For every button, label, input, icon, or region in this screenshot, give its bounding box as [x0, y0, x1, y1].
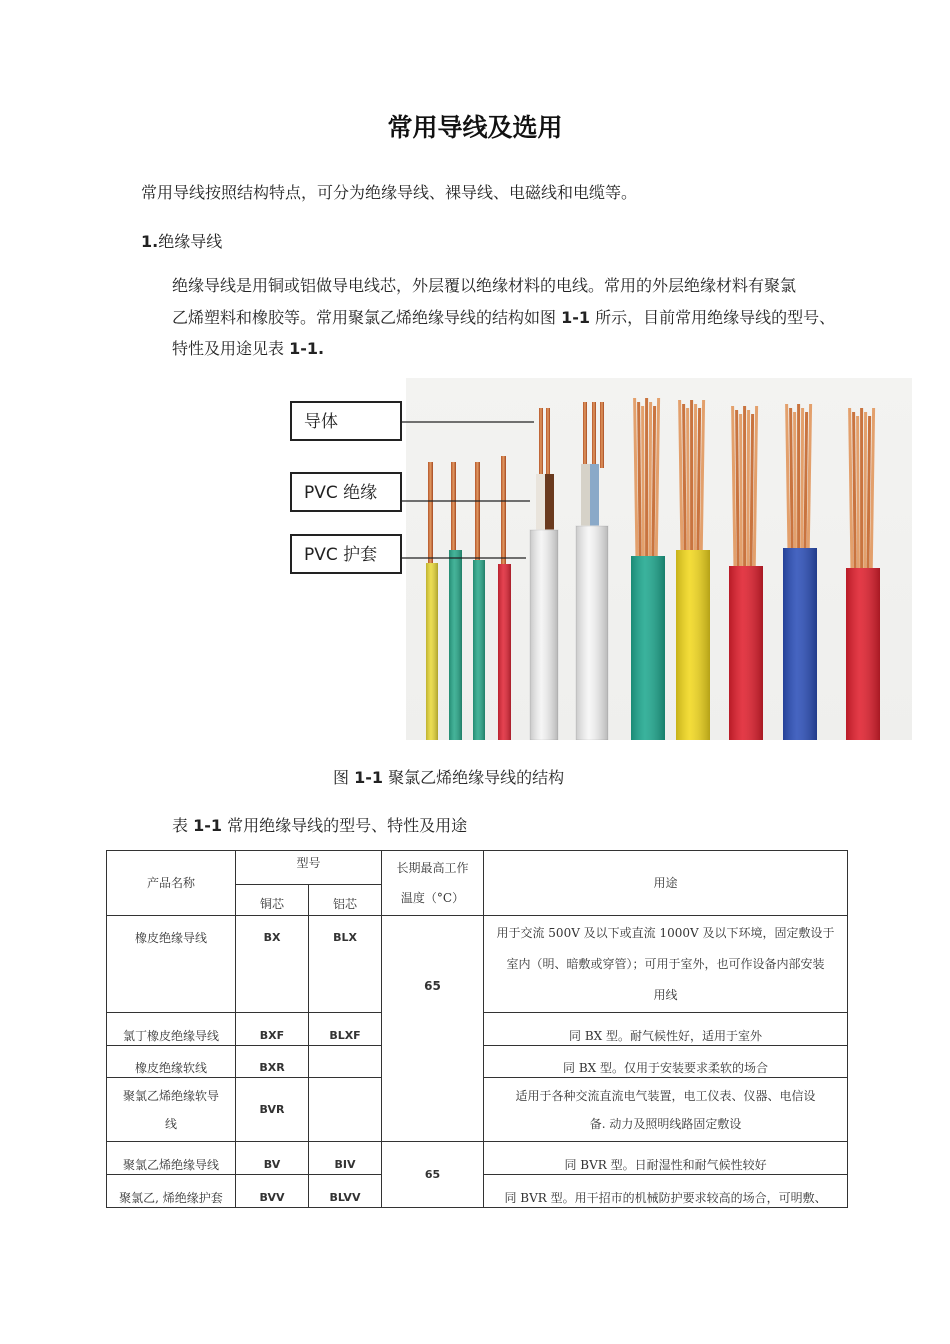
- header-temperature: 长期最高工作 温度（°C）: [382, 851, 484, 916]
- label-conductor: 导体: [290, 401, 402, 441]
- section-paragraph: [172, 270, 872, 365]
- cell-temperature: 65: [382, 1142, 484, 1208]
- cell-copper: BVV: [236, 1175, 309, 1208]
- table-reference: 1-1.: [289, 339, 325, 358]
- copper-strands: [635, 398, 659, 560]
- cell-name: 聚氯乙, 烯绝缘护套: [107, 1175, 236, 1208]
- cell-copper: BXF: [236, 1013, 309, 1046]
- cell-usage: 适用于各种交流直流电气装置，电工仪表、仪器、电信设 备. 动力及照明线路固定敷设: [484, 1078, 848, 1142]
- wire-sheath-shading: [676, 550, 710, 740]
- para-line: 特性及用途见表 1-1.: [172, 339, 325, 358]
- table-row: [107, 1142, 848, 1175]
- cell-copper: BVR: [236, 1078, 309, 1142]
- cell-name: 聚氯乙烯绝缘导线: [107, 1142, 236, 1175]
- cell-name: 氯丁橡皮绝缘导线: [107, 1013, 236, 1046]
- cell-copper: BV: [236, 1142, 309, 1175]
- wire-sheath-shading: [729, 566, 763, 740]
- wire-sheath-shading: [846, 568, 880, 740]
- header-aluminum: 铝芯: [309, 885, 382, 916]
- cell-usage: 同 BVR 型。用干招市的机械防护要求较高的场合，可明敷、: [484, 1175, 848, 1208]
- section-heading: [141, 231, 222, 253]
- cell-name: 聚氯乙烯绝缘软导 线: [107, 1078, 236, 1142]
- header-name: 产品名称: [107, 851, 236, 916]
- cell-usage: 同 BX 型。耐气候性好，适用于室外: [484, 1013, 848, 1046]
- wire-sheath-shading: [783, 548, 817, 740]
- cell-aluminum: [309, 1046, 382, 1078]
- figure-caption: 图 1-1 聚氯乙烯绝缘导线的结构: [333, 768, 565, 787]
- para-line: 乙烯塑料和橡胶等。常用聚氯乙烯绝缘导线的结构如图 1-1 所示，目前常用绝缘导线的型号、: [172, 307, 836, 327]
- para-line: 绝缘导线是用铜或铝做导电线芯，外层覆以绝缘材料的电线。常用的外层绝缘材料有聚氯: [172, 276, 797, 295]
- copper-strands: [733, 406, 757, 570]
- thick-wire-group: [631, 398, 880, 740]
- table-row: [107, 916, 848, 1013]
- label-pointer-lines: [402, 380, 562, 580]
- cell-aluminum: BIV: [309, 1142, 382, 1175]
- header-copper: 铜芯: [236, 885, 309, 916]
- cell-usage: 同 BVR 型。日耐湿性和耐气候性较好: [484, 1142, 848, 1175]
- label-pvc-sheath: PVC 护套: [290, 534, 402, 574]
- copper-strands: [850, 408, 874, 572]
- figure-reference: 1-1: [561, 307, 591, 327]
- cell-temperature: 65: [382, 916, 484, 1142]
- page-title: 常用导线及选用: [387, 113, 563, 142]
- section-number: 1.: [141, 232, 159, 251]
- cell-aluminum: [309, 1078, 382, 1142]
- cell-usage: 同 BX 型。仅用于安装要求柔软的场合: [484, 1046, 848, 1078]
- section-heading-text: 绝缘导线: [158, 232, 223, 251]
- wire-sheath-shading: [631, 556, 665, 740]
- cell-aluminum: BLX: [309, 916, 382, 1013]
- cell-name: 橡皮绝缘导线: [107, 916, 236, 1013]
- copper-strands: [680, 400, 704, 554]
- cell-name: 橡皮绝缘软线: [107, 1046, 236, 1078]
- cell-aluminum: BLXF: [309, 1013, 382, 1046]
- copper-strands: [787, 404, 811, 552]
- cell-aluminum: BLVV: [309, 1175, 382, 1208]
- label-pvc-insulation: PVC 绝缘: [290, 472, 402, 512]
- header-model: 型号: [236, 851, 382, 885]
- header-usage: 用途: [484, 851, 848, 916]
- cell-copper: BXR: [236, 1046, 309, 1078]
- cell-copper: BX: [236, 916, 309, 1013]
- cell-usage: 用于交流 500V 及以下或直流 1000V 及以下环境，固定敷设于 室内（明、暗敷或穿管）；可用于室外，也可作设备内部安装 用线: [484, 916, 848, 1013]
- intro-paragraph: 常用导线按照结构特点，可分为绝缘导线、裸导线、电磁线和电缆等。: [141, 183, 638, 202]
- table-caption: 表 1-1 常用绝缘导线的型号、特性及用途: [172, 816, 468, 835]
- spec-table: [106, 850, 848, 1208]
